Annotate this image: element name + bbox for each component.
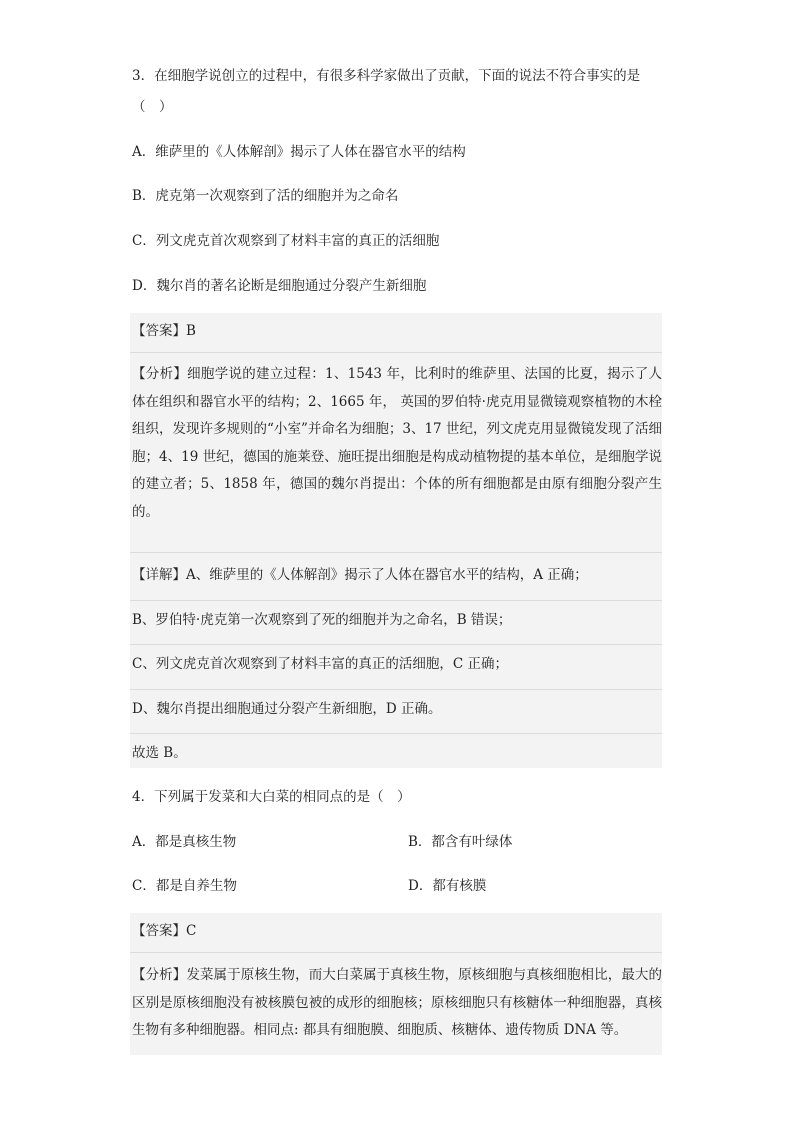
divider: [130, 600, 662, 601]
q4-analysis: 【分析】发菜属于原核生物，而大白菜属于真核生物，原核细胞与真核细胞相比，最大的区别是原核细胞没有被核膜包被的成形的细胞核；原核细胞只有核糖体一种细胞器，真核生物有多种细胞器。相同点: 都具有细胞膜、细胞质、核糖体、遗传物质 DNA 等。: [132, 967, 662, 1038]
q4-stem: 4．下列属于发菜和大白菜的相同点的是（ ）: [132, 789, 411, 805]
q4-answer: 【答案】C: [132, 923, 197, 939]
q3-detail-d: D、魏尔肖提出细胞通过分裂产生新细胞，D 正确。: [132, 701, 442, 717]
q3-stem: 3．在细胞学说创立的过程中，有很多科学家做出了贡献，下面的说法不符合事实的是: [132, 68, 641, 84]
q4-option-a: A．都是真核生物: [132, 834, 237, 850]
q3-option-d: D．魏尔肖的著名论断是细胞通过分裂产生新细胞: [132, 278, 427, 294]
divider: [130, 552, 662, 553]
q3-detail-c: C、列文虎克首次观察到了材料丰富的真正的活细胞，C 正确；: [132, 656, 508, 672]
q4-option-d: D．都有核膜: [408, 878, 487, 894]
q3-analysis: 【分析】细胞学说的建立过程：1、1543 年，比利时的维萨里、法国的比夏，揭示了人体在组织和器官水平的结构；2、1665 年， 英国的罗伯特·虎克用显微镜观察植物的木栓组织，发现许多规则的“小室”并命名为细胞；3、17 世纪，列文虎克用显微镜发现了活细胞；4、19 世纪，德国的施莱登、施旺提出细胞是构成动植物提的基本单位，是细胞学说的建立者；5、1858 年，德国的魏尔肖提出：个体的所有细胞都是由原有细胞分裂产生的。: [132, 366, 662, 520]
q4-option-c: C．都是自养生物: [132, 878, 237, 894]
q3-answer: 【答案】B: [132, 323, 196, 339]
q3-detail-b: B、罗伯特·虎克第一次观察到了死的细胞并为之命名，B 错误；: [132, 612, 512, 628]
q3-detail-a: 【详解】A、维萨里的《人体解剖》揭示了人体在器官水平的结构，A 正确；: [132, 567, 588, 583]
divider: [130, 352, 662, 353]
divider: [130, 644, 662, 645]
divider: [130, 733, 662, 734]
q3-option-c: C．列文虎克首次观察到了材料丰富的真正的活细胞: [132, 233, 440, 249]
q4-option-b: B．都含有叶绿体: [408, 834, 513, 850]
q3-conclusion: 故选 B。: [132, 745, 187, 761]
divider: [130, 952, 662, 953]
q3-option-b: B．虎克第一次观察到了活的细胞并为之命名: [132, 188, 399, 204]
q3-option-a: A．维萨里的《人体解剖》揭示了人体在器官水平的结构: [132, 144, 466, 160]
divider: [130, 689, 662, 690]
q3-stem-bracket: （ ）: [132, 99, 173, 115]
